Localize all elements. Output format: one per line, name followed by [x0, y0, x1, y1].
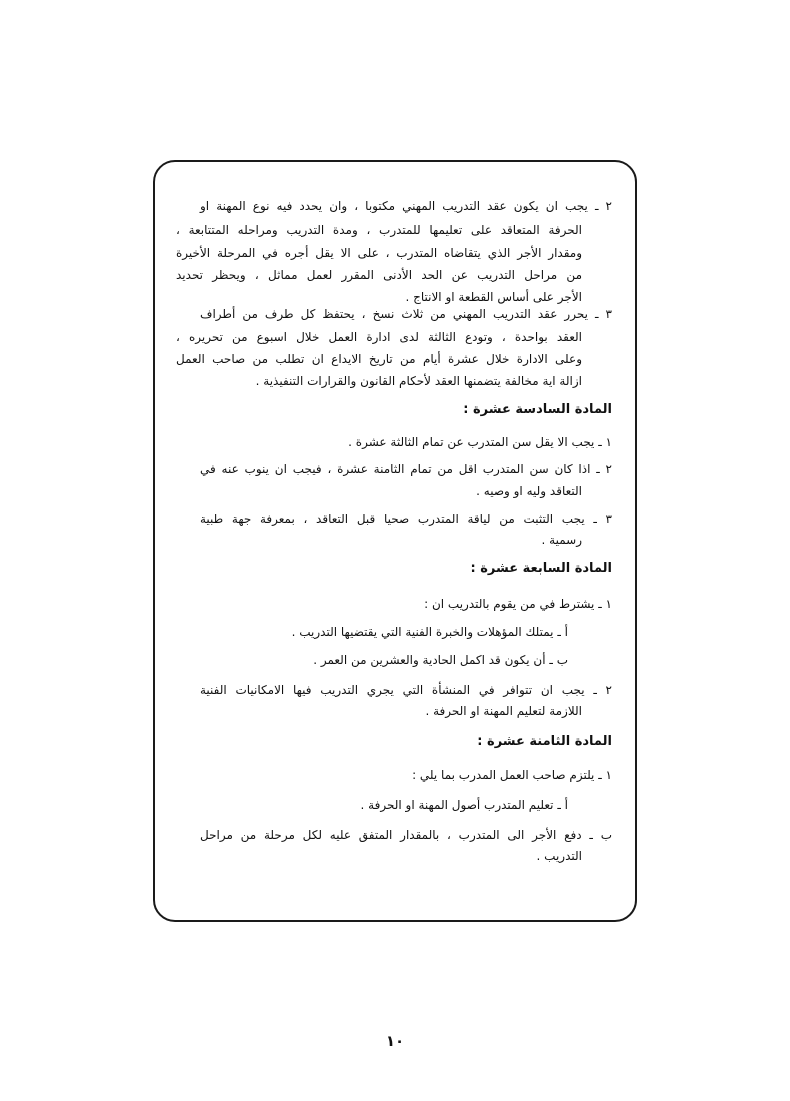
text-line: ٣ ـ يحرر عقد التدريب المهني من ثلاث نسخ ، يحتفظ كل طرف من أطراف [200, 307, 612, 321]
text-line: ازالة اية مخالفة يتضمنها العقد لأحكام القانون والقرارات التنفيذية . [255, 374, 582, 388]
text-line: أ ـ تعليم المتدرب أصول المهنة او الحرفة . [360, 798, 568, 812]
text-line: التعاقد وليه او وصيه . [476, 484, 582, 498]
text-line: ٢ ـ اذا كان سن المتدرب اقل من تمام الثامنة عشرة ، فيجب ان ينوب عنه في [200, 462, 612, 476]
text-line: ١ ـ يشترط في من يقوم بالتدريب ان : [424, 597, 612, 611]
page-number: ١٠ [385, 1032, 405, 1050]
text-line: اللازمة لتعليم المهنة او الحرفة . [425, 704, 582, 718]
text-line: وعلى الادارة خلال عشرة أيام من تاريخ الايداع ان تطلب من صاحب العمل [176, 352, 582, 366]
article-heading: المادة السابعة عشرة : [470, 561, 612, 576]
text-line: ١ ـ يجب الا يقل سن المتدرب عن تمام الثالثة عشرة . [348, 435, 612, 449]
text-line: الحرفة المتعاقد على تعليمها للمتدرب ، ومدة التدريب ومراحله المتتابعة ، [176, 223, 582, 237]
text-line: ١ ـ يلتزم صاحب العمل المدرب بما يلي : [412, 768, 612, 782]
text-line: العقد بواحدة ، وتودع الثالثة لدى ادارة العمل خلال اسبوع من تحريره ، [176, 330, 582, 344]
text-line: التدريب . [536, 849, 582, 863]
text-line: الأجر على أساس القطعة او الانتاج . [405, 290, 582, 304]
text-line: ٢ ـ يجب ان يكون عقد التدريب المهني مكتوبا ، وان يحدد فيه نوع المهنة او [200, 199, 612, 213]
text-line: رسمية . [541, 533, 582, 547]
text-line: ومقدار الأجر الذي يتقاضاه المتدرب ، على الا يقل أجره في المرحلة الأخيرة [176, 246, 582, 260]
text-line: أ ـ يمتلك المؤهلات والخبرة الفنية التي يقتضيها التدريب . [291, 625, 568, 639]
text-line: ٢ ـ يجب ان تتوافر في المنشأة التي يجري التدريب فيها الامكانيات الفنية [200, 683, 612, 697]
text-line: ب ـ دفع الأجر الى المتدرب ، بالمقدار المتفق عليه لكل مرحلة من مراحل [200, 828, 612, 842]
text-line: من مراحل التدريب عن الحد الأدنى المقرر لعمل مماثل ، ويحظر تحديد [176, 268, 582, 282]
text-line: ب ـ أن يكون قد اكمل الحادية والعشرين من العمر . [313, 653, 568, 667]
article-heading: المادة السادسة عشرة : [463, 402, 612, 417]
text-line: ٣ ـ يجب التثبت من لياقة المتدرب صحيا قبل التعاقد ، بمعرفة جهة طبية [200, 512, 612, 526]
article-heading: المادة الثامنة عشرة : [477, 734, 612, 749]
